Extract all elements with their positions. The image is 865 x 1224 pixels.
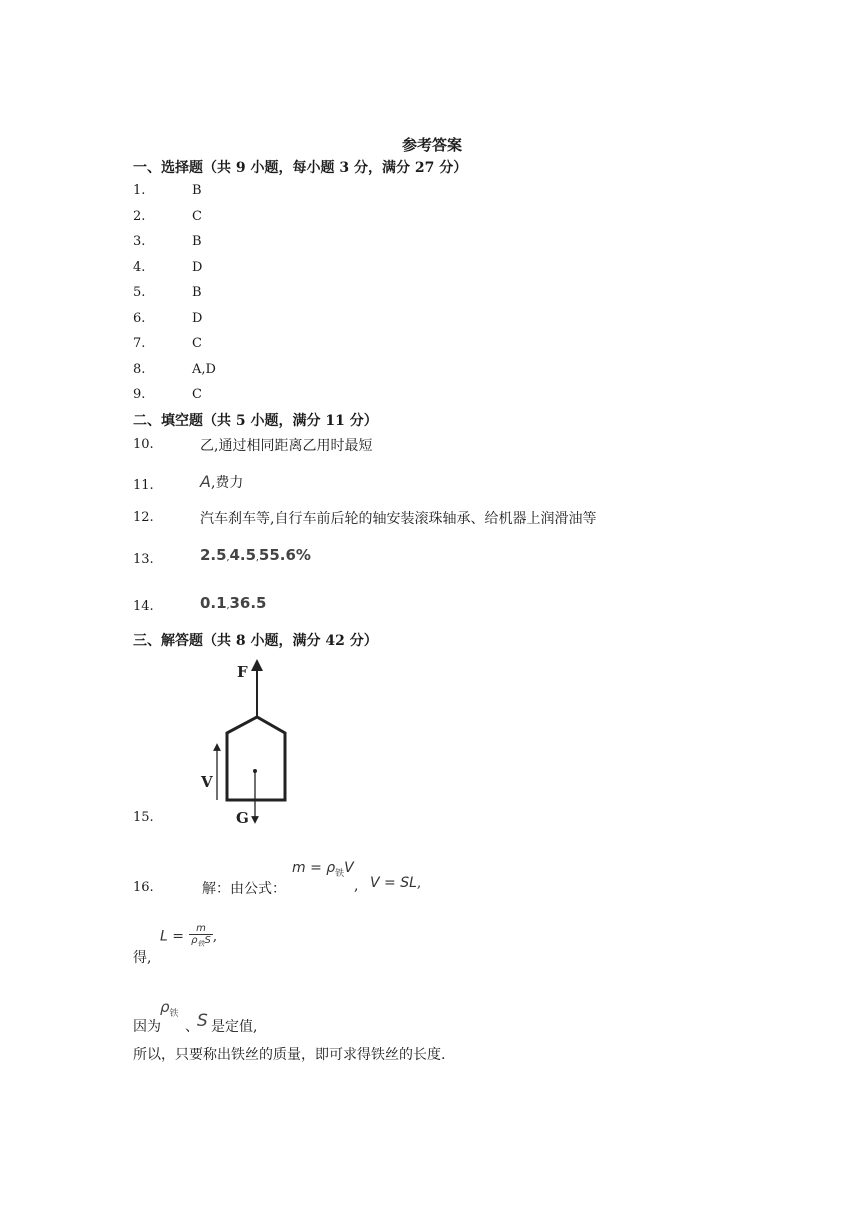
question-number: 7. [133, 336, 146, 351]
choice-answer: C [192, 387, 202, 402]
question-number: 13. [133, 552, 154, 567]
answer-values: 2.5,4.5,55.6% [200, 546, 311, 564]
answer-value: 55.6% [258, 546, 311, 564]
page-title: 参考答案 [402, 136, 463, 154]
formula-mass: $m = \rho_铁V$ [292, 860, 354, 879]
line-prefix: 得, [133, 950, 152, 966]
choice-answer: D [192, 310, 203, 326]
choice-answer: D [192, 259, 203, 275]
answer-text [200, 472, 243, 492]
choice-answer: A,D [192, 361, 216, 377]
question-number: 4. [133, 259, 146, 275]
label-f: F [237, 663, 248, 681]
section-heading-solve: 三、解答题（共 8 小题，满分 42 分） [133, 633, 378, 649]
answer-text: 乙,通过相同距离乙用时最短 [200, 438, 373, 454]
question-number: 11. [133, 478, 154, 493]
answer-suffix: ,费力 [210, 475, 244, 491]
question-number: 14. [133, 599, 154, 614]
rho-symbol: $\rho_铁$ [160, 998, 179, 1019]
math-symbol: A [200, 472, 211, 491]
conclusion: 所以，只要称出铁丝的质量，即可求得铁丝的长度. [133, 1047, 446, 1063]
formula-separator: , [354, 878, 359, 894]
question-number: 5. [133, 285, 146, 300]
answer-text: 汽车刹车等,自行车前后轮的轴安装滚珠轴承、给机器上润滑油等 [200, 511, 597, 527]
s-symbol: S [197, 1011, 208, 1031]
answer-value: 4.5 [229, 546, 257, 564]
label-g: G [236, 809, 249, 827]
choice-answer: C [192, 208, 202, 224]
separator: 、 [185, 1019, 199, 1035]
object-outline [227, 717, 285, 800]
answer-value: 0.1 [200, 594, 227, 612]
solution-intro: 解：由公式： [202, 881, 286, 897]
choice-answer: B [192, 183, 202, 198]
answer-value: 36.5 [229, 594, 267, 612]
section-heading-fill: 二、填空题（共 5 小题，满分 11 分） [133, 413, 378, 429]
formula-volume: V = SL, [370, 875, 422, 891]
label-v: V [201, 773, 213, 791]
question-number: 8. [133, 361, 146, 377]
question-number: 15. [133, 810, 154, 825]
choice-answer: B [192, 285, 202, 300]
question-number: 9. [133, 387, 146, 402]
choice-answer: B [192, 234, 202, 249]
answer-values: 0.1,36.5 [200, 594, 267, 612]
line-suffix: 是定值, [211, 1019, 258, 1035]
question-number: 10. [133, 437, 154, 452]
question-number: 16. [133, 880, 154, 895]
answer-value: 2.5 [200, 546, 227, 564]
line-prefix: 因为 [133, 1019, 161, 1035]
question-number: 12. [133, 510, 154, 525]
section-heading-choice: 一、选择题（共 9 小题，每小题 3 分，满分 27 分） [133, 160, 468, 176]
force-diagram [195, 655, 305, 830]
question-number: 1. [133, 183, 146, 198]
formula-length: L = $\frac{m}{\rho_铁S}$ , [160, 923, 218, 948]
question-number: 2. [133, 208, 146, 224]
question-number: 6. [133, 310, 146, 326]
choice-answer: C [192, 336, 202, 351]
question-number: 3. [133, 234, 146, 249]
